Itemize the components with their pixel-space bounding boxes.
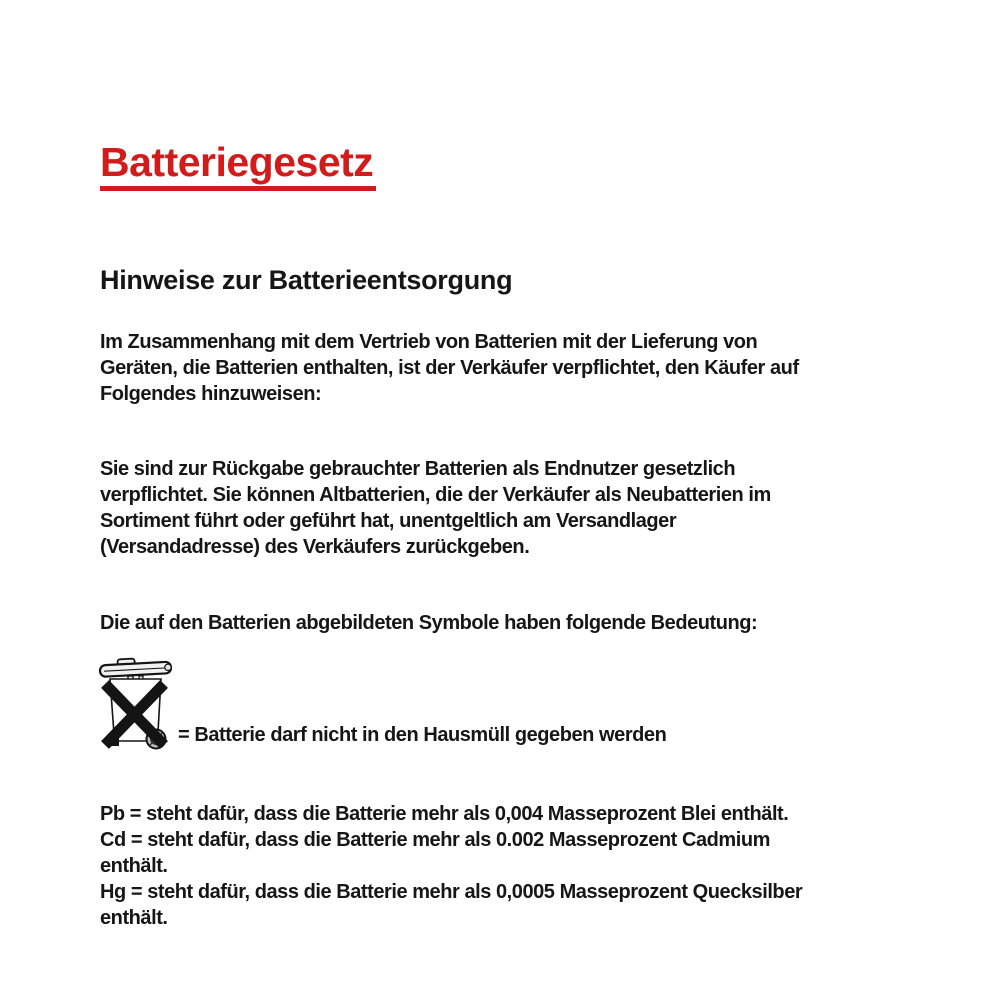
intro-paragraph <box>100 329 960 407</box>
text-line: Die auf den Batterien abgebildeten Symbole haben folgende Bedeutung: <box>100 612 758 634</box>
section-heading: Hinweise zur Batterieentsorgung <box>100 265 513 295</box>
text-line: Im Zusammenhang mit dem Vertrieb von Batterien mit der Lieferung von <box>100 331 758 353</box>
page-title: Batteriegesetz <box>100 140 376 191</box>
text-line: Cd = steht dafür, dass die Batterie mehr als 0.002 Masseprozent Cadmium <box>100 829 770 851</box>
text-line: Geräten, die Batterien enthalten, ist der Verkäufer verpflichtet, den Käufer auf <box>100 357 799 379</box>
text-line: enthält. <box>100 855 168 877</box>
text-line: Sortiment führt oder geführt hat, unentgeltlich am Versandlager <box>100 510 677 532</box>
bin-symbol-caption: = Batterie darf nicht in den Hausmüll gegeben werden <box>178 724 667 746</box>
return-obligation-paragraph <box>100 456 960 560</box>
text-line: verpflichtet. Sie können Altbatterien, die der Verkäufer als Neubatterien im <box>100 484 771 506</box>
text-line: Sie sind zur Rückgabe gebrauchter Batterien als Endnutzer gesetzlich <box>100 458 736 480</box>
text-line: enthält. <box>100 907 168 929</box>
crossed-out-wheelie-bin-icon <box>97 655 175 751</box>
text-line: Folgendes hinzuweisen: <box>100 383 322 405</box>
text-line: Hg = steht dafür, dass die Batterie mehr als 0,0005 Masseprozent Quecksilber <box>100 881 803 903</box>
substances-paragraph <box>100 801 960 931</box>
text-line: (Versandadresse) des Verkäufers zurückgeben. <box>100 536 530 558</box>
symbols-intro-line <box>100 610 960 636</box>
text-line: Pb = steht dafür, dass die Batterie mehr als 0,004 Masseprozent Blei enthält. <box>100 803 789 825</box>
